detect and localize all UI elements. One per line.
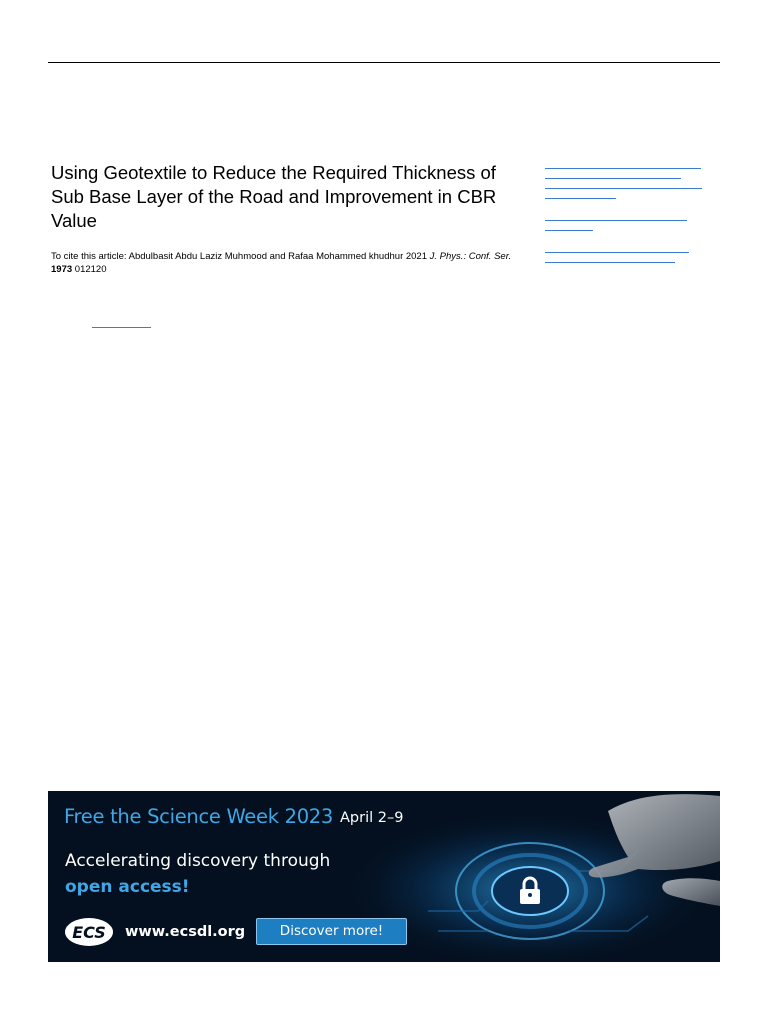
view-article-link[interactable] — [92, 327, 151, 328]
discover-more-button[interactable]: Discover more! — [256, 918, 407, 945]
link-line[interactable] — [545, 262, 675, 263]
header-rule — [48, 62, 720, 63]
ecs-logo-text: ECS — [72, 923, 106, 942]
link-line[interactable] — [545, 230, 593, 231]
related-link-2[interactable] — [545, 220, 705, 231]
related-link-3[interactable] — [545, 252, 705, 263]
citation-article-number: 012120 — [74, 264, 107, 275]
banner-headline: Free the Science Week 2023 — [64, 805, 334, 828]
banner-url[interactable]: www.ecsdl.org — [125, 924, 246, 940]
citation-journal: J. Phys.: Conf. Ser. — [429, 251, 512, 262]
banner-dates: April 2–9 — [340, 810, 404, 826]
citation-volume: 1973 — [51, 264, 73, 275]
link-line[interactable] — [545, 188, 702, 189]
related-links — [545, 168, 705, 284]
link-line[interactable] — [545, 178, 681, 179]
ecs-logo-icon — [64, 917, 114, 947]
link-line[interactable] — [545, 168, 701, 169]
link-line[interactable] — [545, 252, 689, 253]
banner-tagline-highlight: open access! — [65, 877, 190, 897]
citation — [51, 250, 521, 276]
citation-prefix: To cite this article: Abdulbasit Abdu Laziz Muhmood and Rafaa Mohammed khudhur 2021 — [51, 251, 430, 262]
related-link-1[interactable] — [545, 168, 705, 199]
ecs-banner-ad[interactable] — [48, 791, 720, 962]
link-line[interactable] — [545, 220, 687, 221]
article-title: Using Geotextile to Reduce the Required Thickness of Sub Base Layer of the Road and Improvement in CBR Value — [51, 162, 497, 231]
link-line[interactable] — [545, 198, 616, 199]
banner-tagline: Accelerating discovery through — [65, 851, 331, 871]
